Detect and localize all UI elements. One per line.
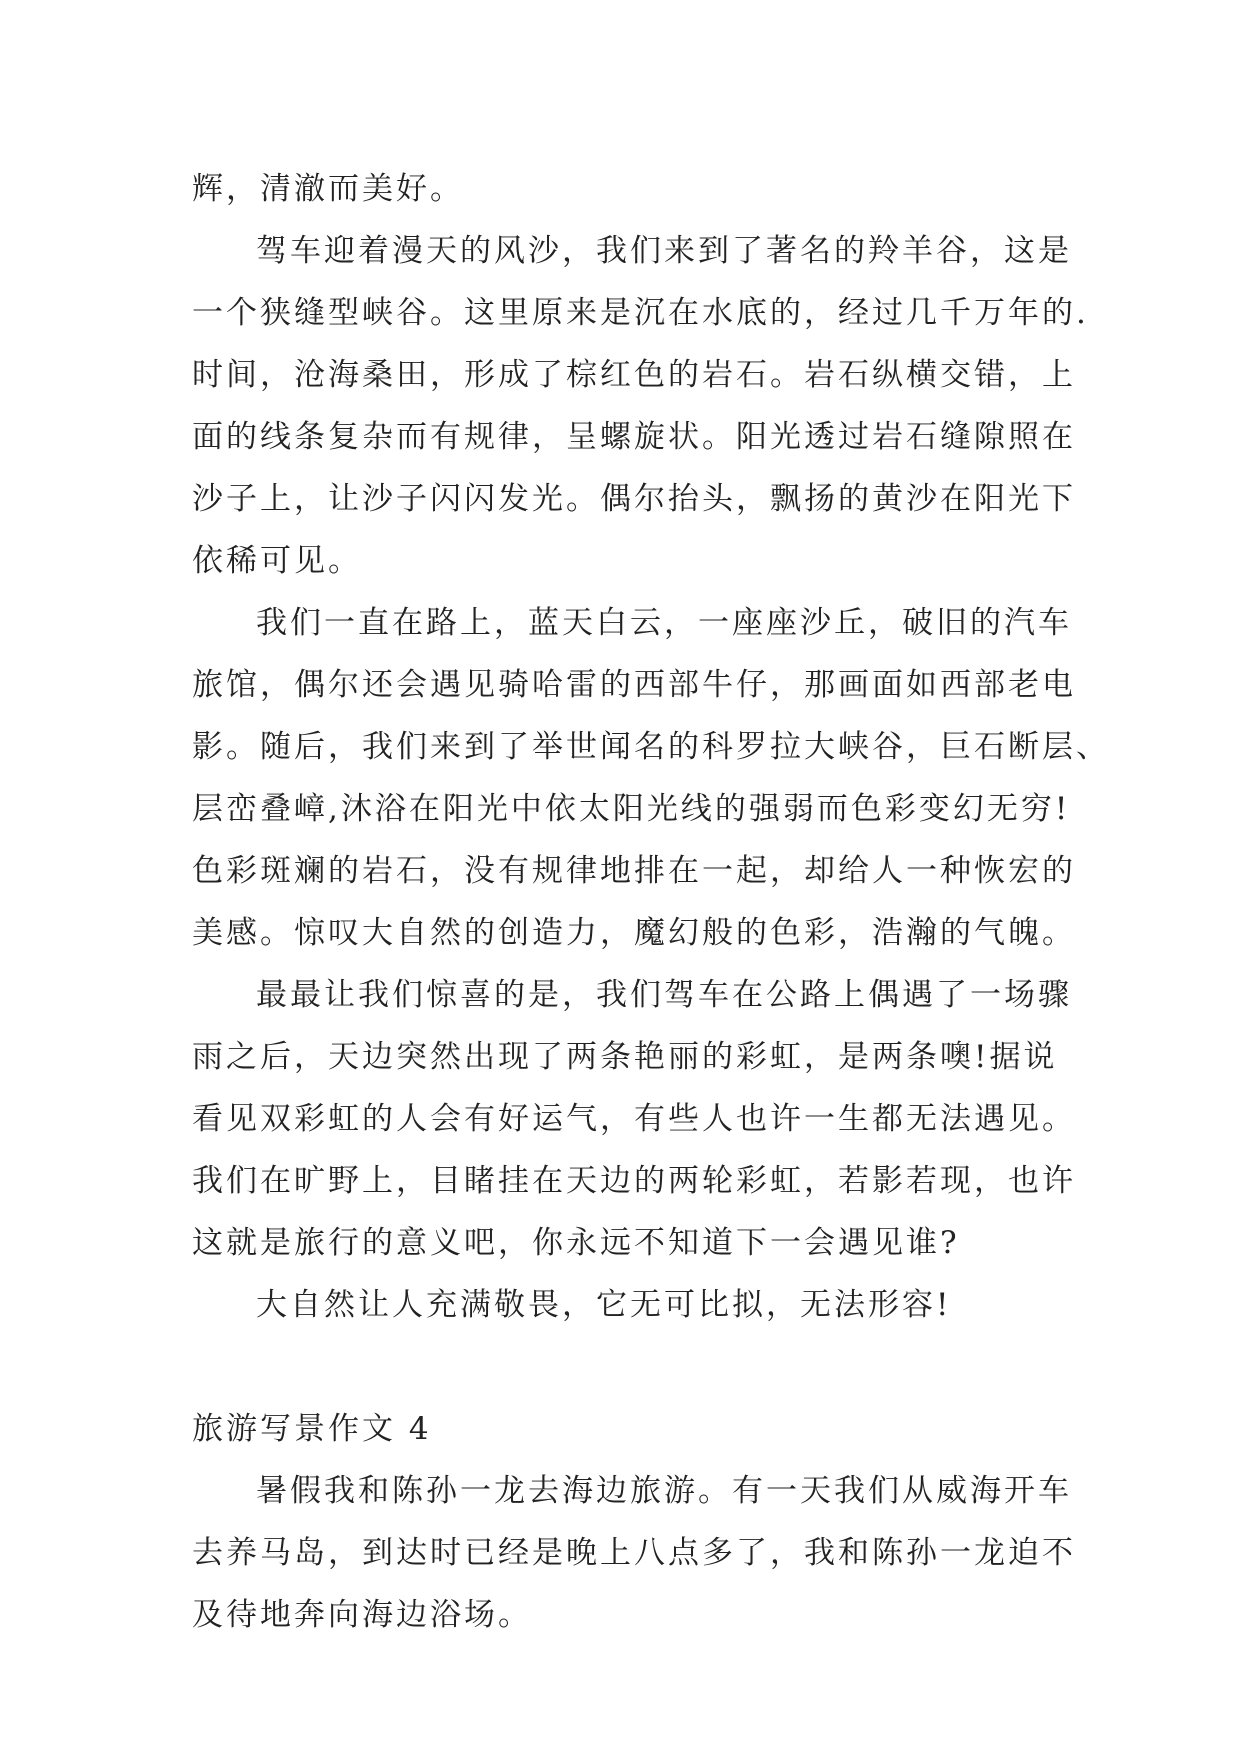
text-line: 雨之后，天边突然出现了两条艳丽的彩虹，是两条噢!据说 [192,1039,1058,1075]
text-line: 看见双彩虹的人会有好运气，有些人也许一生都无法遇见。 [192,1101,1076,1137]
text-line: 驾车迎着漫天的风沙，我们来到了著名的羚羊谷，这是 [256,233,1072,269]
text-line: 及待地奔向海边浴场。 [192,1597,532,1633]
text-line: 美感。惊叹大自然的创造力，魔幻般的色彩，浩瀚的气魄。 [192,915,1076,951]
text-line: 我们一直在路上，蓝天白云，一座座沙丘，破旧的汽车 [256,605,1072,641]
text-line: 面的线条复杂而有规律，呈螺旋状。阳光透过岩石缝隙照在 [192,419,1076,455]
document-body [192,158,1110,1646]
text-line: 去养马岛，到达时已经是晚上八点多了，我和陈孙一龙迫不 [192,1535,1076,1571]
text-line: 时间，沧海桑田，形成了棕红色的岩石。岩石纵横交错，上 [192,357,1076,393]
text-line: 色彩斑斓的岩石，没有规律地排在一起，却给人一种恢宏的 [192,853,1076,889]
text-line: 旅馆，偶尔还会遇见骑哈雷的西部牛仔，那画面如西部老电 [192,667,1076,703]
text-line: 最最让我们惊喜的是，我们驾车在公路上偶遇了一场骤 [256,977,1072,1013]
text-line: 影。随后，我们来到了举世闻名的科罗拉大峡谷，巨石断层、 [192,729,1110,765]
blank-line [192,1336,1062,1398]
text-line: 我们在旷野上，目睹挂在天边的两轮彩虹，若影若现，也许 [192,1163,1076,1199]
text-line: 这就是旅行的意义吧，你永远不知道下一会遇见谁? [192,1225,960,1261]
text-line: 层峦叠嶂,沐浴在阳光中依太阳光线的强弱而色彩变幻无穷! [192,791,1071,827]
section-heading: 旅游写景作文 4 [192,1411,432,1447]
text-line: 辉，清澈而美好。 [192,171,464,207]
text-line: 依稀可见。 [192,543,362,579]
text-line: 一个狭缝型峡谷。这里原来是沉在水底的，经过几千万年的. [192,295,1089,331]
text-line: 暑假我和陈孙一龙去海边旅游。有一天我们从威海开车 [256,1473,1072,1509]
text-line: 沙子上，让沙子闪闪发光。偶尔抬头，飘扬的黄沙在阳光下 [192,481,1076,517]
text-line: 大自然让人充满敬畏，它无可比拟，无法形容! [256,1287,952,1323]
